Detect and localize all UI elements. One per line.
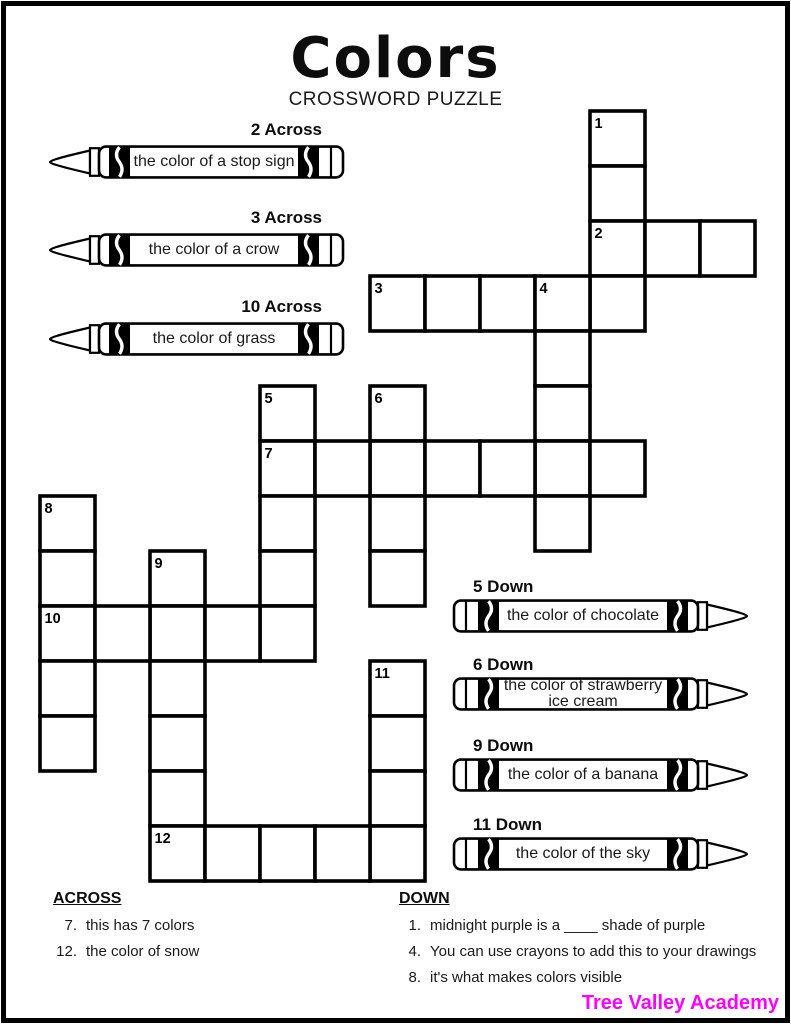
down-clue-1: [399, 918, 779, 934]
grid-cell-6-8[interactable]: [370, 551, 425, 606]
grid-number-5: 5: [264, 391, 273, 407]
crayon-clue-11-down: [452, 815, 750, 871]
grid-cell-2-11[interactable]: [150, 716, 205, 771]
grid-number-7: 7: [264, 446, 273, 462]
down-clue-4: [399, 944, 779, 960]
clue-text: it's what makes colors visible: [430, 969, 623, 986]
crayon-clue-5-down: [452, 577, 750, 633]
crayon-clue-label: 6 Down: [473, 655, 534, 674]
crayon-clue-text: the color of a crow: [148, 241, 280, 258]
grid-cell-9-4[interactable]: [535, 331, 590, 386]
crayon-clue-6-down: [452, 655, 750, 711]
grid-cell-3-9[interactable]: [205, 606, 260, 661]
grid-number-4: 4: [539, 281, 548, 297]
grid-cell-2-9[interactable]: [150, 606, 205, 661]
clue-text: You can use crayons to add this to your drawings: [430, 943, 757, 960]
page-subtitle: CROSSWORD PUZZLE: [288, 89, 503, 110]
crayon-clue-label: 9 Down: [473, 736, 534, 755]
grid-cell-1-9[interactable]: [95, 606, 150, 661]
grid-number-12: 12: [154, 831, 171, 847]
crayon-icon: [452, 758, 750, 792]
grid-cell-6-7[interactable]: [370, 496, 425, 551]
crayon-icon: [47, 145, 345, 179]
grid-cell-10-3[interactable]: [590, 276, 645, 331]
grid-cell-4-13[interactable]: [260, 826, 315, 881]
down-clue-list: [399, 890, 779, 986]
crayon-clue-10-across: [47, 297, 345, 356]
grid-cell-0-11[interactable]: [40, 716, 95, 771]
down-clue-8: [399, 970, 779, 986]
grid-cell-9-7[interactable]: [535, 496, 590, 551]
grid-number-10: 10: [44, 611, 61, 627]
across-clue-list: [53, 890, 383, 960]
footer-credit: Tree Valley Academy: [581, 992, 779, 1014]
grid-cell-4-7[interactable]: [260, 496, 315, 551]
grid-cell-2-10[interactable]: [150, 661, 205, 716]
clue-text: this has 7 colors: [86, 917, 195, 934]
across-heading: ACROSS: [53, 890, 122, 907]
crayon-clue-text: the color of a banana: [507, 766, 659, 783]
grid-cell-7-3[interactable]: [425, 276, 480, 331]
grid-cell-5-13[interactable]: [315, 826, 370, 881]
crayon-icon: [452, 837, 750, 871]
crayon-clue-label: 11 Down: [473, 815, 542, 834]
crayon-clue-label: 10 Across: [241, 297, 322, 316]
crayon-clue-label: 3 Across: [250, 208, 322, 227]
grid-cell-6-12[interactable]: [370, 771, 425, 826]
grid-cell-6-11[interactable]: [370, 716, 425, 771]
grid-cell-9-6[interactable]: [535, 441, 590, 496]
grid-cell-2-12[interactable]: [150, 771, 205, 826]
grid-cell-8-3[interactable]: [480, 276, 535, 331]
grid-number-9: 9: [154, 556, 163, 572]
grid-number-8: 8: [44, 501, 53, 517]
crayon-clue-text: the color of strawberry ice cream: [503, 677, 663, 710]
grid-cell-0-8[interactable]: [40, 551, 95, 606]
clue-number: 7.: [64, 917, 77, 934]
grid-cell-12-2[interactable]: [700, 221, 755, 276]
grid-cell-10-6[interactable]: [590, 441, 645, 496]
grid-number-6: 6: [374, 391, 383, 407]
grid-cell-7-6[interactable]: [425, 441, 480, 496]
crayon-clue-9-down: [452, 736, 750, 792]
crayon-clue-label: 2 Across: [250, 120, 322, 139]
grid-cell-6-13[interactable]: [370, 826, 425, 881]
crayon-icon: [47, 322, 345, 356]
crayon-clue-2-across: [47, 120, 345, 179]
crayon-icon: [452, 677, 750, 711]
grid-cell-9-5[interactable]: [535, 386, 590, 441]
crayon-clue-text: the color of chocolate: [506, 607, 660, 624]
grid-cell-11-2[interactable]: [645, 221, 700, 276]
crayon-clue-text: the color of grass: [152, 330, 276, 347]
across-clue-7: [53, 918, 383, 934]
across-clue-12: [53, 944, 383, 960]
clue-text: the color of snow: [86, 943, 200, 960]
grid-number-3: 3: [374, 281, 383, 297]
grid-cell-10-1[interactable]: [590, 166, 645, 221]
crayon-clue-label: 5 Down: [473, 577, 534, 596]
crayon-clue-text: the color of a stop sign: [133, 153, 295, 170]
grid-cell-8-6[interactable]: [480, 441, 535, 496]
grid-cell-4-8[interactable]: [260, 551, 315, 606]
clue-number: 4.: [408, 943, 421, 960]
grid-cell-0-10[interactable]: [40, 661, 95, 716]
clue-number: 1.: [408, 917, 421, 934]
crayon-icon: [452, 599, 750, 633]
grid-cell-5-6[interactable]: [315, 441, 370, 496]
crayon-clue-text: the color of the sky: [515, 845, 651, 862]
clue-number: 8.: [408, 969, 421, 986]
crayon-clue-3-across: [47, 208, 345, 267]
crayon-icon: [47, 233, 345, 267]
grid-cell-3-13[interactable]: [205, 826, 260, 881]
grid-number-1: 1: [594, 116, 603, 132]
grid-number-2: 2: [594, 226, 603, 242]
page-title: Colors: [290, 26, 501, 91]
grid-cell-6-6[interactable]: [370, 441, 425, 496]
clue-text: midnight purple is a ____ shade of purple: [430, 917, 706, 934]
down-heading: DOWN: [399, 890, 450, 907]
clue-number: 12.: [56, 943, 77, 960]
grid-number-11: 11: [374, 666, 390, 682]
grid-cell-4-9[interactable]: [260, 606, 315, 661]
